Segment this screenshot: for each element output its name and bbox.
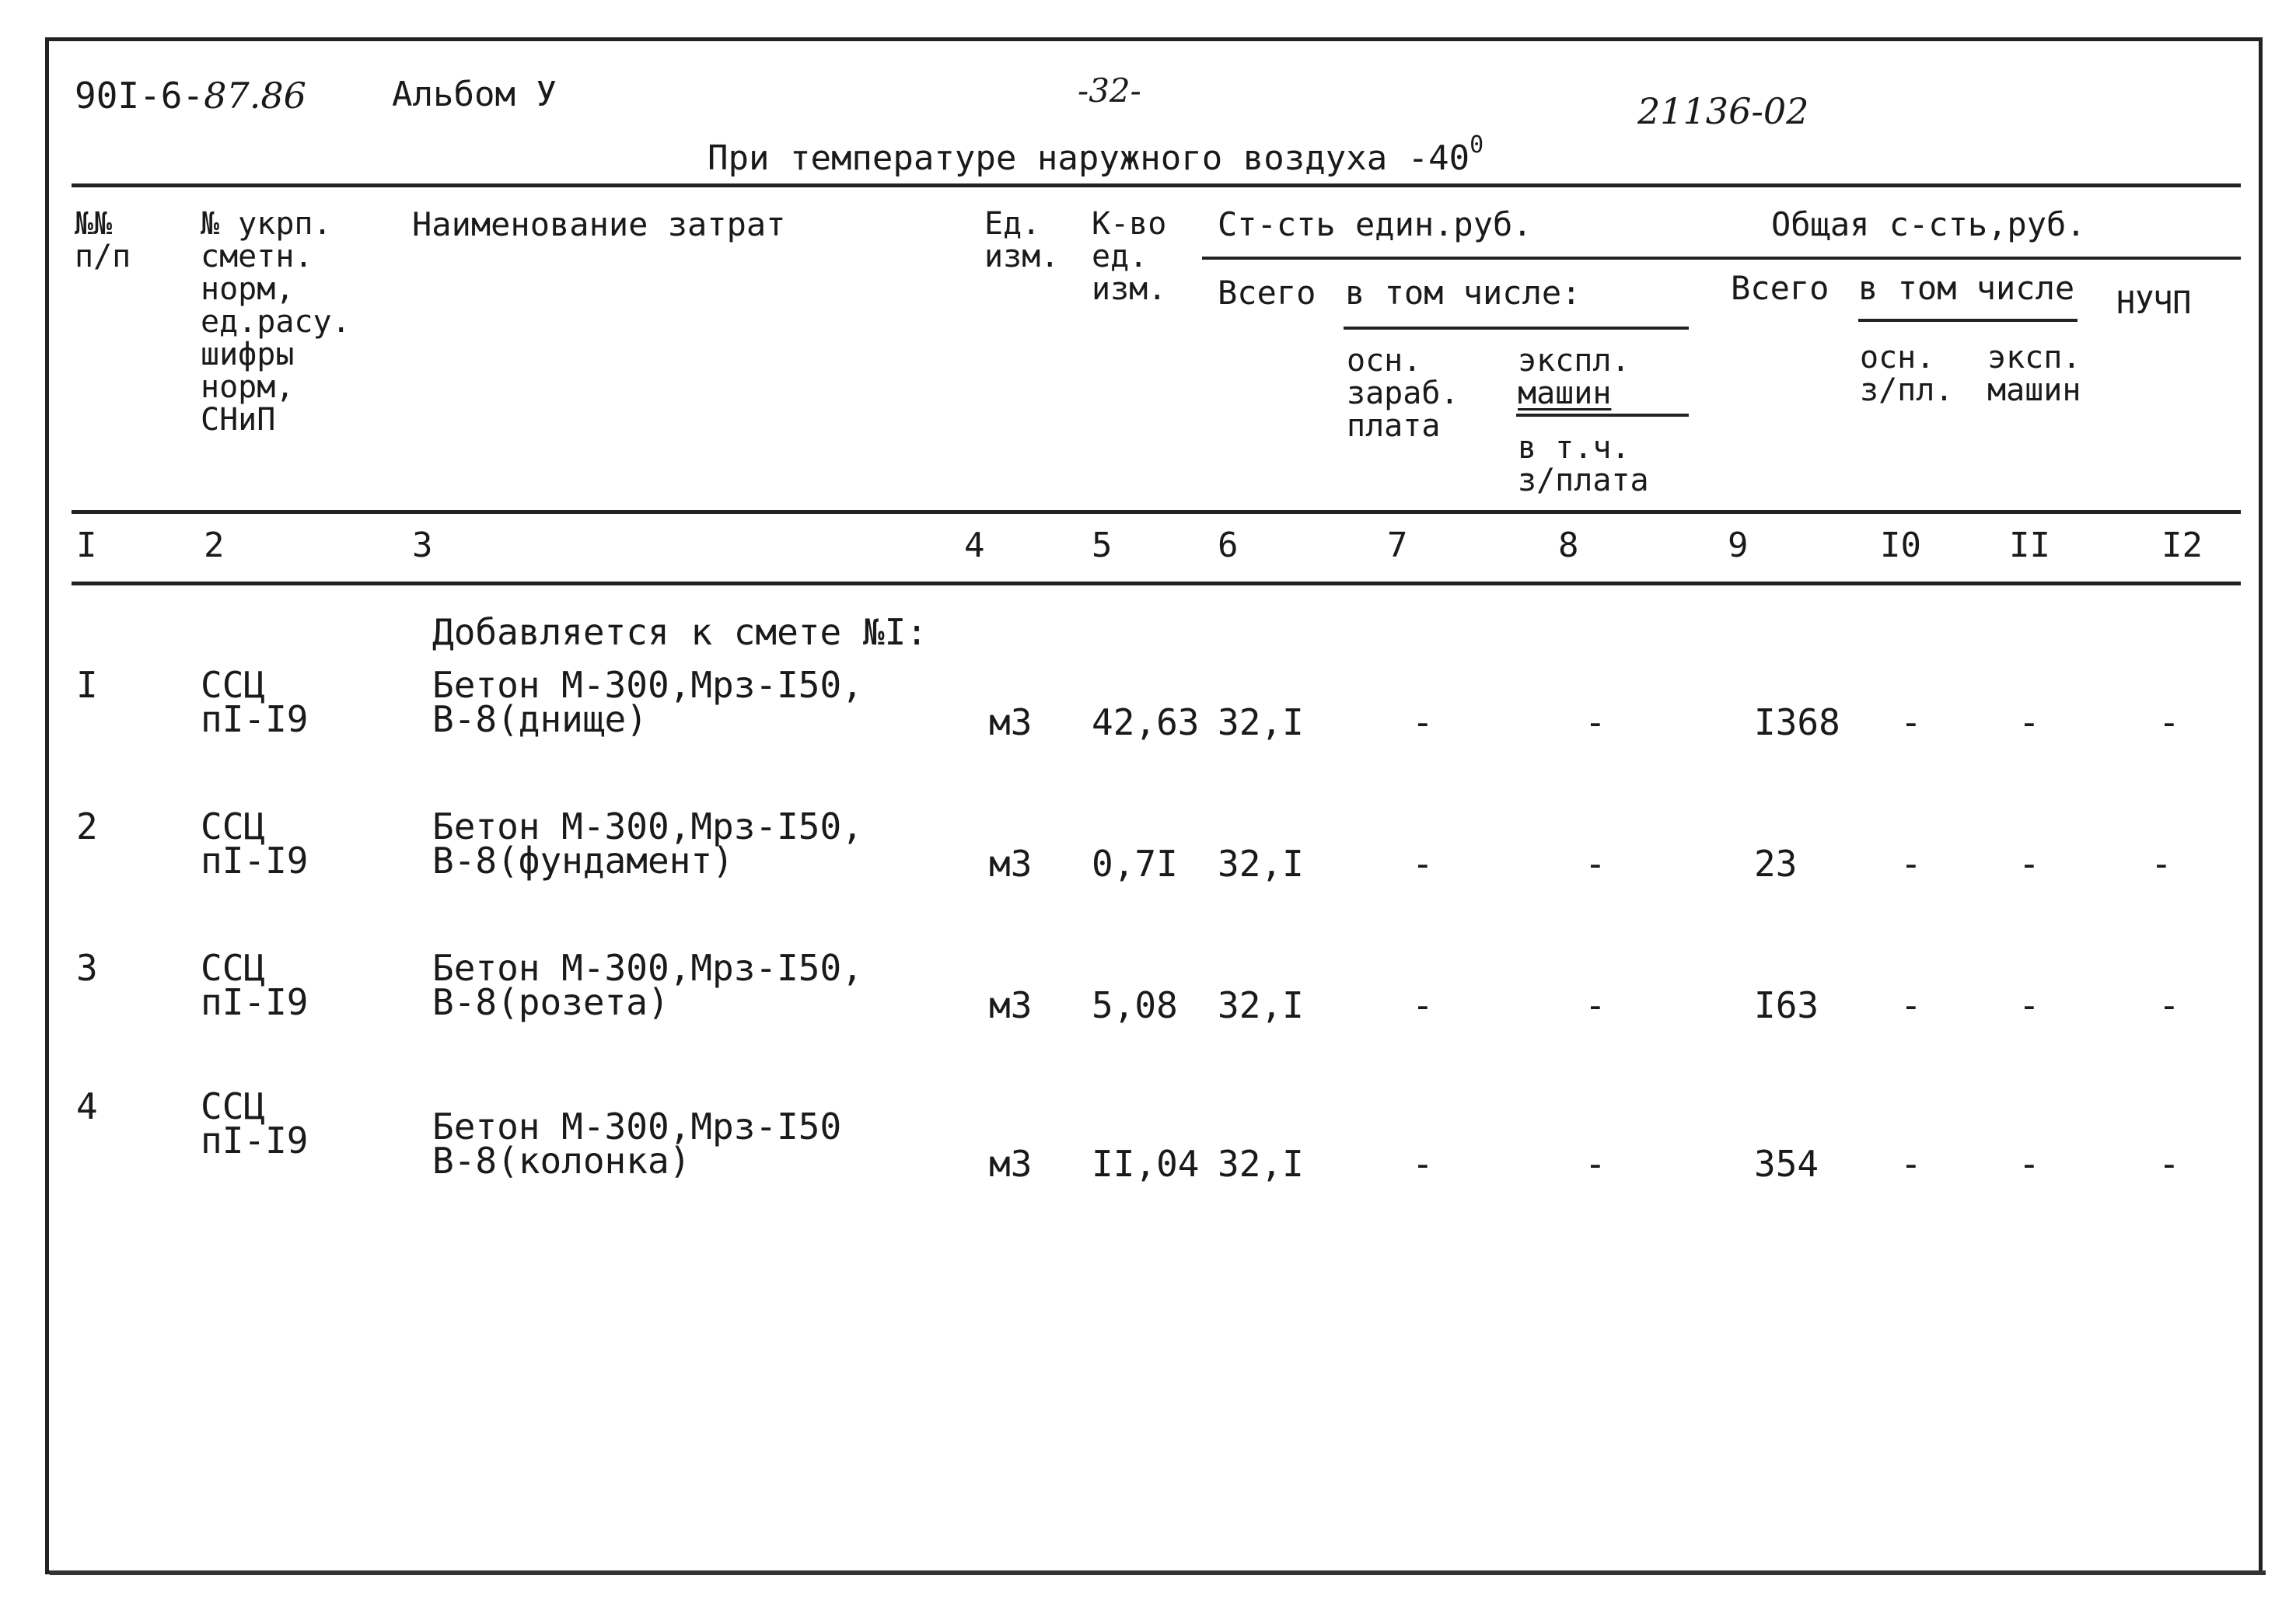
doc-code: 90I-6-87.86 <box>75 75 306 117</box>
row4-code2: пI-I9 <box>201 1120 309 1162</box>
row2-c10: - <box>1900 843 1922 885</box>
col2-head-line4: ед.расу. <box>201 304 351 340</box>
colnum-9: 9 <box>1728 526 1749 565</box>
row2-code2: пI-I9 <box>201 840 309 882</box>
page-frame <box>45 37 2263 1574</box>
row1-c7: - <box>1412 701 1434 743</box>
row2-c12: - <box>2151 843 2172 885</box>
row3-total: I63 <box>1754 984 1819 1026</box>
row3-c8: - <box>1585 984 1606 1026</box>
col5-head-line2: ед. <box>1092 239 1148 274</box>
nuchp-head: НУЧП <box>2116 285 2192 321</box>
header-top-rule <box>72 183 2241 187</box>
unit-wage-line2: зараб. <box>1347 376 1459 411</box>
cost-group-rule <box>1202 257 2241 260</box>
col-numbers-top-rule <box>72 510 2241 514</box>
row3-code1: ССЦ <box>201 947 266 989</box>
col2-head-line1: № укрп. <box>201 206 332 242</box>
row3-unit: м3 <box>989 984 1033 1026</box>
row4-total: 354 <box>1754 1143 1819 1185</box>
row1-qty: 42,63 <box>1092 701 1200 743</box>
colnum-6: 6 <box>1218 526 1239 565</box>
colnum-8: 8 <box>1558 526 1579 565</box>
stamp-number: 21136-02 <box>1637 90 1809 132</box>
total-incl-rule <box>1858 319 2078 322</box>
row3-name2: В-8(розета) <box>432 981 669 1023</box>
row4-name2: В-8(колонка) <box>432 1140 691 1182</box>
row2-c8: - <box>1585 843 1606 885</box>
colnum-4: 4 <box>964 526 985 565</box>
unit-mach-wage-line1: в т.ч. <box>1518 430 1630 466</box>
col2-head-line2: сметн. <box>201 239 313 274</box>
row4-c11: - <box>2018 1143 2040 1185</box>
row1-c12: - <box>2158 701 2180 743</box>
row2-unit: м3 <box>989 843 1033 885</box>
album-label: Альбом У <box>392 75 557 114</box>
row4-num: 4 <box>76 1085 98 1127</box>
section-title: Добавляется к смете №I: <box>432 611 928 653</box>
total-cost-head: Общая с-сть,руб. <box>1771 205 2086 243</box>
row3-c11: - <box>2018 984 2040 1026</box>
row3-code2: пI-I9 <box>201 981 309 1023</box>
unit-mach-rule <box>1516 414 1689 417</box>
colnum-7: 7 <box>1387 526 1408 565</box>
colnum-11: II <box>2009 526 2050 565</box>
col-numbers-bottom-rule <box>72 582 2241 585</box>
colnum-5: 5 <box>1092 526 1113 565</box>
row3-qty: 5,08 <box>1092 984 1178 1026</box>
unit-total-head: Всего <box>1218 274 1316 312</box>
row3-c7: - <box>1412 984 1434 1026</box>
row1-total: I368 <box>1754 701 1840 743</box>
col2-head-line7: СНиП <box>201 402 276 438</box>
unit-incl-rule <box>1344 327 1689 330</box>
total-mach-line2: машин <box>1987 372 2081 408</box>
col5-head-line1: К-во <box>1092 206 1167 242</box>
total-incl-head: в том числе <box>1858 269 2075 307</box>
unit-wage-line3: плата <box>1347 408 1441 444</box>
row4-unit: м3 <box>989 1143 1033 1185</box>
row2-qty: 0,7I <box>1092 843 1178 885</box>
row1-code2: пI-I9 <box>201 698 309 740</box>
row2-code1: ССЦ <box>201 805 266 847</box>
row4-c8: - <box>1585 1143 1606 1185</box>
row3-price: 32,I <box>1218 984 1304 1026</box>
colnum-3: 3 <box>412 526 433 565</box>
row1-name2: В-8(днище) <box>432 698 648 740</box>
col1-head-line1: №№ <box>75 206 113 242</box>
unit-mach-wage-line2: з/плата <box>1518 463 1649 498</box>
row3-name1: Бетон М-300,Мрз-I50, <box>432 947 863 989</box>
unit-cost-head: Ст-сть един.руб. <box>1218 205 1532 243</box>
col2-head-line3: норм, <box>201 271 295 307</box>
row1-c8: - <box>1585 701 1606 743</box>
col5-head-line3: изм. <box>1092 271 1167 307</box>
row1-c11: - <box>2018 701 2040 743</box>
subtitle: При температуре наружного воздуха $-40^0$ <box>708 131 1484 178</box>
page-number: -32- <box>1078 72 1141 110</box>
row4-code1: ССЦ <box>201 1085 266 1127</box>
col1-head-line2: п/п <box>75 239 131 274</box>
row2-c11: - <box>2018 843 2040 885</box>
total-wage-line2: з/пл. <box>1860 372 1954 408</box>
row1-code1: ССЦ <box>201 664 266 706</box>
row1-c10: - <box>1900 701 1922 743</box>
colnum-12: I2 <box>2161 526 2203 565</box>
col2-head-line6: норм, <box>201 369 295 405</box>
row4-c7: - <box>1412 1143 1434 1185</box>
row3-num: 3 <box>76 947 98 989</box>
row3-c12: - <box>2158 984 2180 1026</box>
row2-c7: - <box>1412 843 1434 885</box>
total-total-head: Всего <box>1731 269 1829 307</box>
row2-price: 32,I <box>1218 843 1304 885</box>
page-frame-shadow <box>50 1570 2266 1575</box>
unit-wage-line1: осн. <box>1347 343 1422 379</box>
unit-mach-line1: экспл. <box>1518 343 1630 379</box>
row1-num: I <box>76 664 98 706</box>
unit-mach-line2: машин <box>1518 376 1612 411</box>
row3-c10: - <box>1900 984 1922 1026</box>
row2-total: 23 <box>1754 843 1798 885</box>
row4-name1: Бетон М-300,Мрз-I50 <box>432 1106 842 1148</box>
unit-incl-head: в том числе: <box>1345 274 1581 312</box>
colnum-1: I <box>76 526 97 565</box>
col4-head-line1: Ед. <box>984 206 1041 242</box>
row1-name1: Бетон М-300,Мрз-I50, <box>432 664 863 706</box>
row2-name2: В-8(фундамент) <box>432 840 734 882</box>
col3-head: Наименование затрат <box>412 205 786 243</box>
colnum-10: I0 <box>1880 526 1921 565</box>
total-wage-line1: осн. <box>1860 340 1935 376</box>
row1-unit: м3 <box>989 701 1033 743</box>
total-mach-line1: эксп. <box>1987 340 2081 376</box>
row1-price: 32,I <box>1218 701 1304 743</box>
row2-num: 2 <box>76 805 98 847</box>
colnum-2: 2 <box>204 526 225 565</box>
row4-price: 32,I <box>1218 1143 1304 1185</box>
row2-name1: Бетон М-300,Мрз-I50, <box>432 805 863 847</box>
row4-qty: II,04 <box>1092 1143 1200 1185</box>
col4-head-line2: изм. <box>984 239 1060 274</box>
row4-c12: - <box>2158 1143 2180 1185</box>
col2-head-line5: шифры <box>201 337 295 372</box>
subtitle-degree: 0 <box>1470 131 1484 159</box>
row4-c10: - <box>1900 1143 1922 1185</box>
